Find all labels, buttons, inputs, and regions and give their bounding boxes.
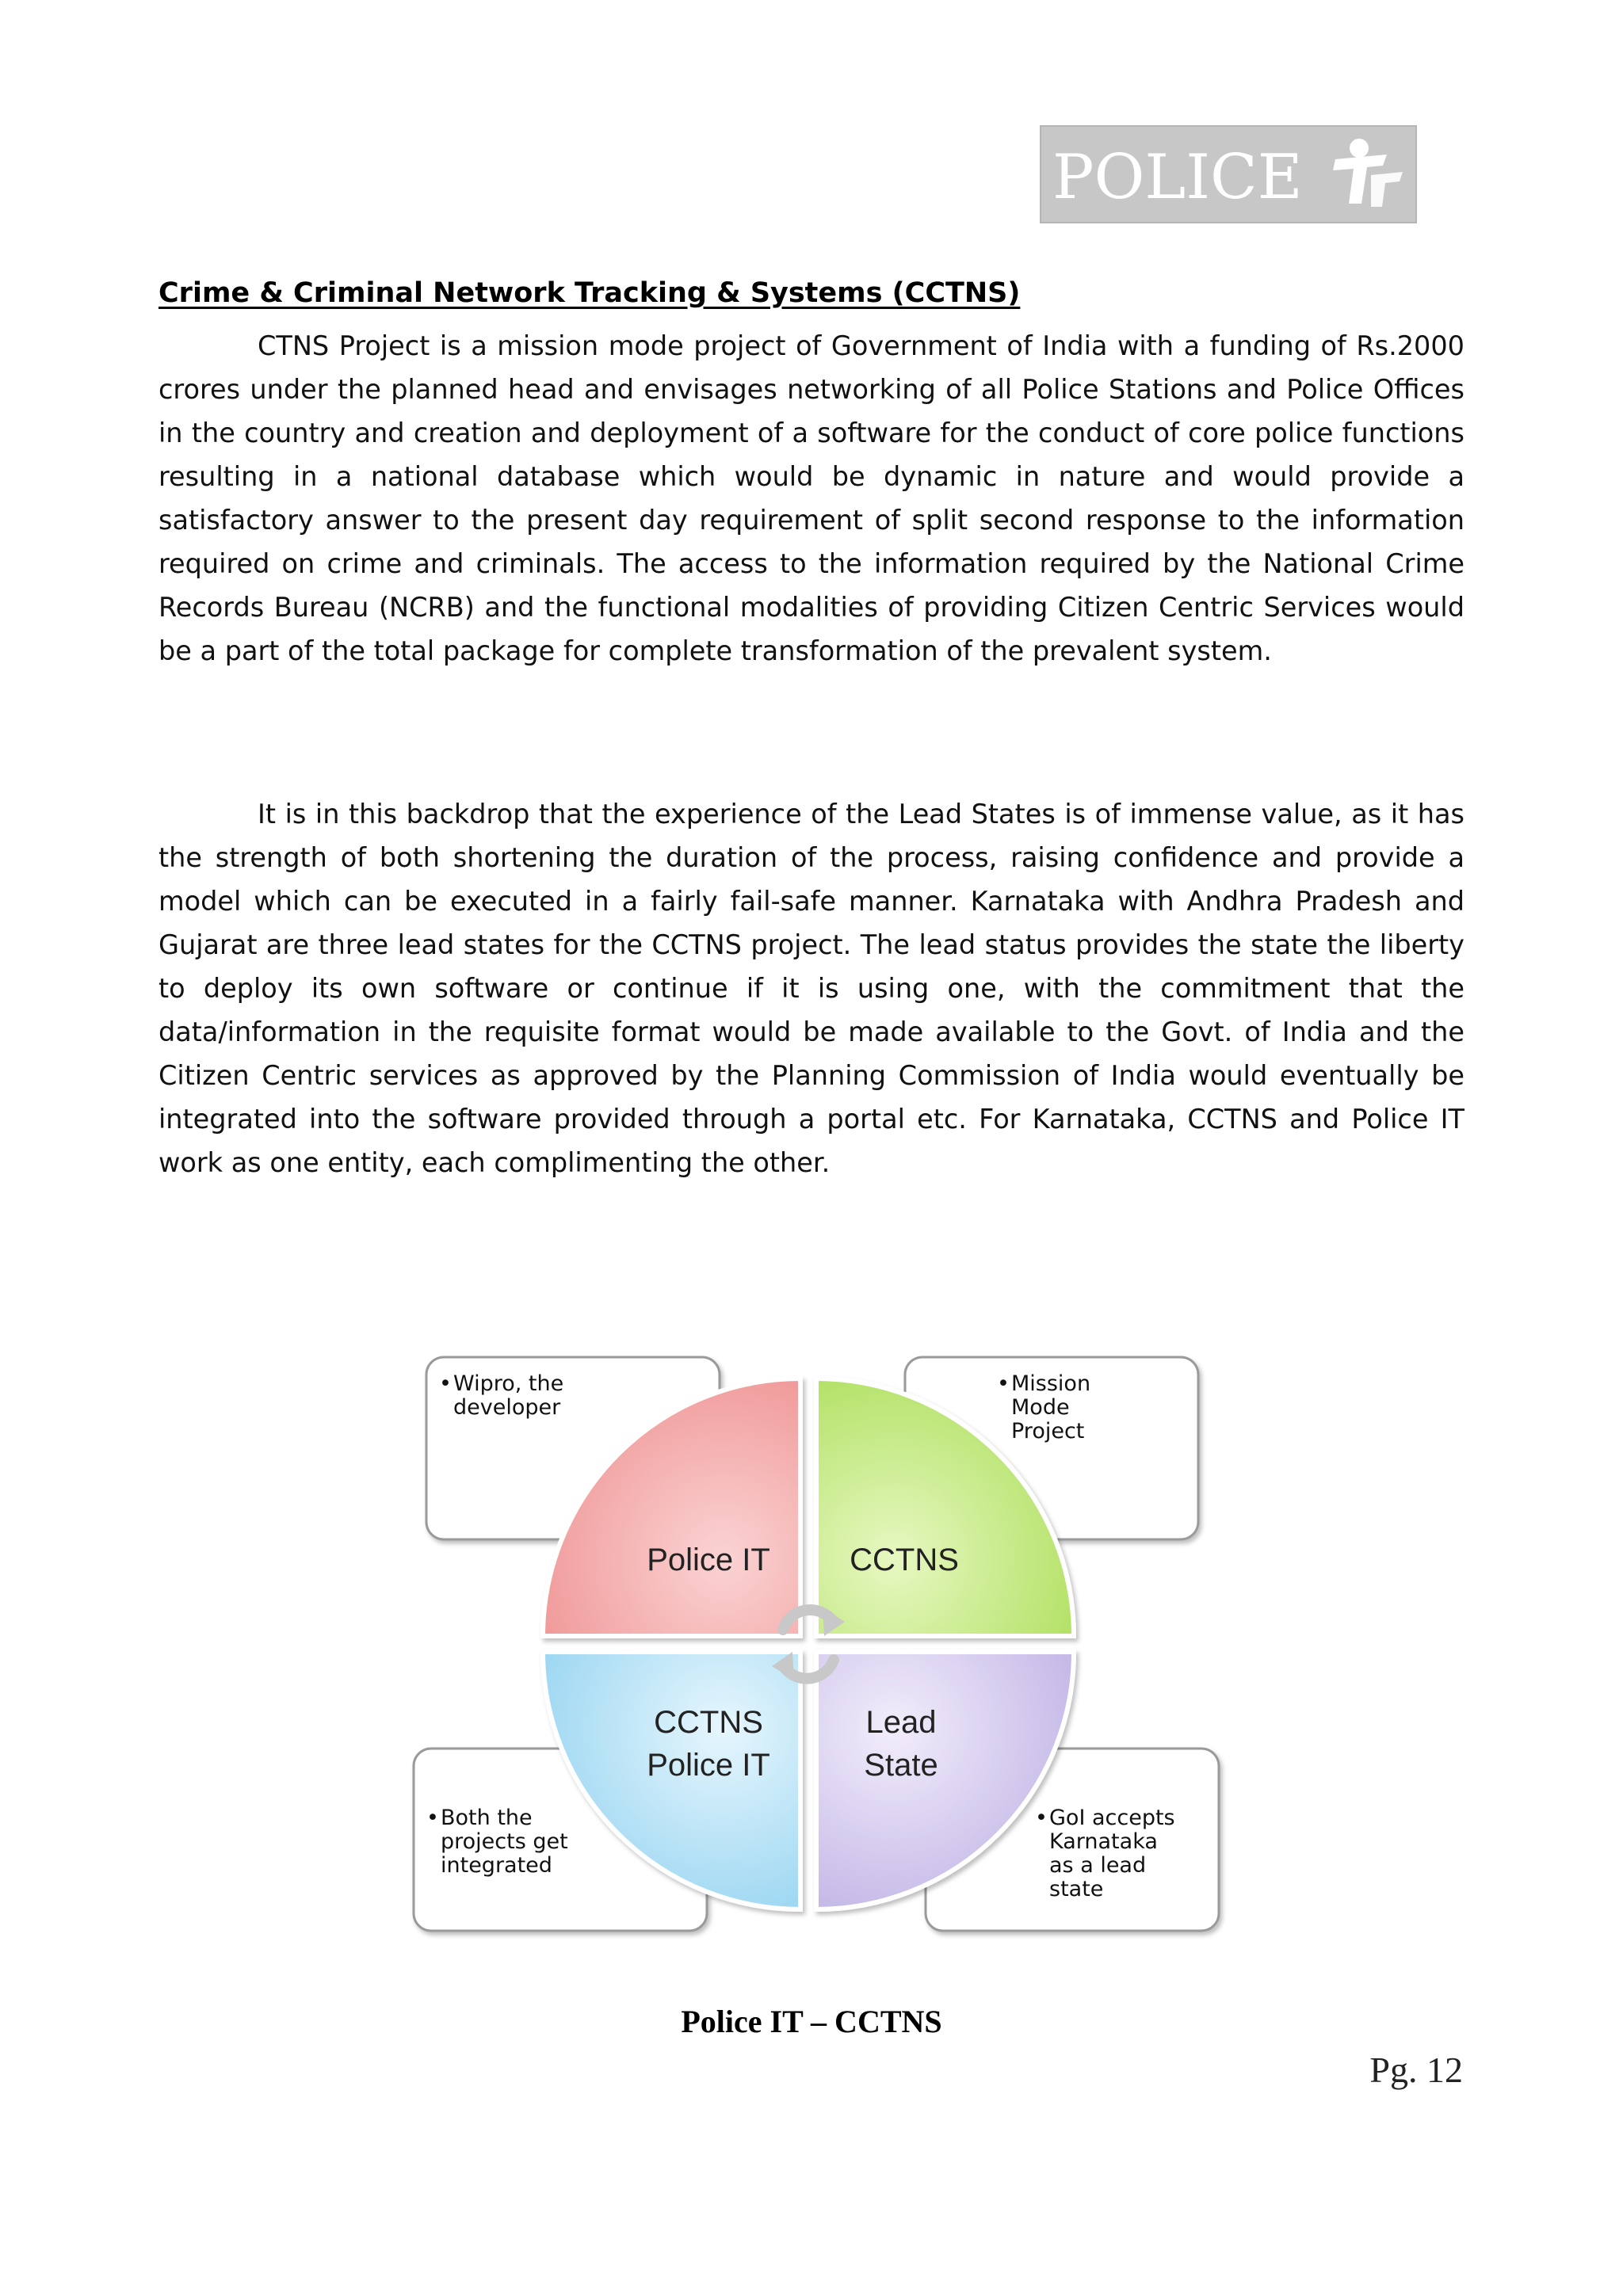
body-paragraph-1: CTNS Project is a mission mode project of Government of India with a funding of Rs.2000 crores under the planned head and envisages networking of all Police Stations and Police Offices in the country and creation and deployment of a software for the conduct of core police functions resulting in a national database which would be dynamic in nature and would provide a satisfactory answer to the present day requirement of split second response to the information required on crime and criminals. The access to the information required by the National Crime Records Bureau (NCRB) and the functional modalities of providing Citizen Centric Services would be a part of the total package for complete transformation of the prevalent system.: [158, 330, 1465, 666]
page-title: Crime & Criminal Network Tracking & Systems (CCTNS): [158, 277, 1021, 309]
quadrant-label-cctns: CCTNS: [850, 1543, 959, 1577]
police-it-logo: [1040, 125, 1417, 223]
note-bottom-left-line-3: integrated: [441, 1853, 552, 1878]
page-number: Pg. 12: [1369, 2050, 1463, 2090]
note-bottom-right-line-3: as a lead: [1049, 1853, 1147, 1878]
quadrant-label-state: State: [864, 1748, 938, 1783]
note-top-right-line-1: Mission: [1011, 1371, 1091, 1396]
note-bottom-right-line-4: state: [1049, 1877, 1104, 1901]
note-top-right-line-2: Mode: [1011, 1395, 1070, 1420]
quadrant-label-lead: Lead: [865, 1705, 937, 1740]
note-top-right-line-3: Project: [1011, 1419, 1085, 1444]
note-bottom-right-line-2: Karnataka: [1049, 1829, 1158, 1854]
note-bottom-left-line-1: Both the: [441, 1806, 533, 1830]
note-top-left-bullet: •: [439, 1371, 452, 1396]
figure-caption: Police IT – CCTNS: [681, 2004, 942, 2039]
note-bottom-left-bullet: •: [426, 1806, 439, 1830]
note-top-right-bullet: •: [997, 1371, 1010, 1396]
body-paragraph-2: It is in this backdrop that the experience of the Lead States is of immense value, as it has the strength of both shortening the duration of the process, raising confidence and provide a model which can be executed in a fairly fail-safe manner. Karnataka with Andhra Pradesh and Gujarat are three lead states for the CCTNS project. The lead status provides the state the liberty to deploy its own software or continue if it is using one, with the commitment that the data/information in the requisite format would be made available to the Govt. of India and the Citizen Centric services as approved by the Planning Commission of India would eventually be integrated into the software provided through a portal etc. For Karnataka, CCTNS and Police IT work as one entity, each complimenting the other.: [158, 799, 1465, 1178]
note-top-left-line-1: Wipro, the: [453, 1371, 564, 1396]
logo-text: POLICE: [1052, 142, 1303, 213]
note-bottom-right-bullet: •: [1035, 1806, 1048, 1830]
note-bottom-right-line-1: GoI accepts: [1049, 1806, 1175, 1830]
note-top-left-line-2: developer: [453, 1395, 561, 1420]
quadrant-label-police-it: Police IT: [647, 1543, 770, 1577]
note-bottom-left-line-2: projects get: [441, 1829, 568, 1854]
it-logo-mark-icon: [1333, 139, 1403, 207]
quadrant-label-cctns-line-1: CCTNS: [654, 1705, 763, 1740]
cctns-diagram: [404, 1335, 1228, 1953]
quadrant-label-police-it-line-2: Police IT: [647, 1748, 770, 1783]
